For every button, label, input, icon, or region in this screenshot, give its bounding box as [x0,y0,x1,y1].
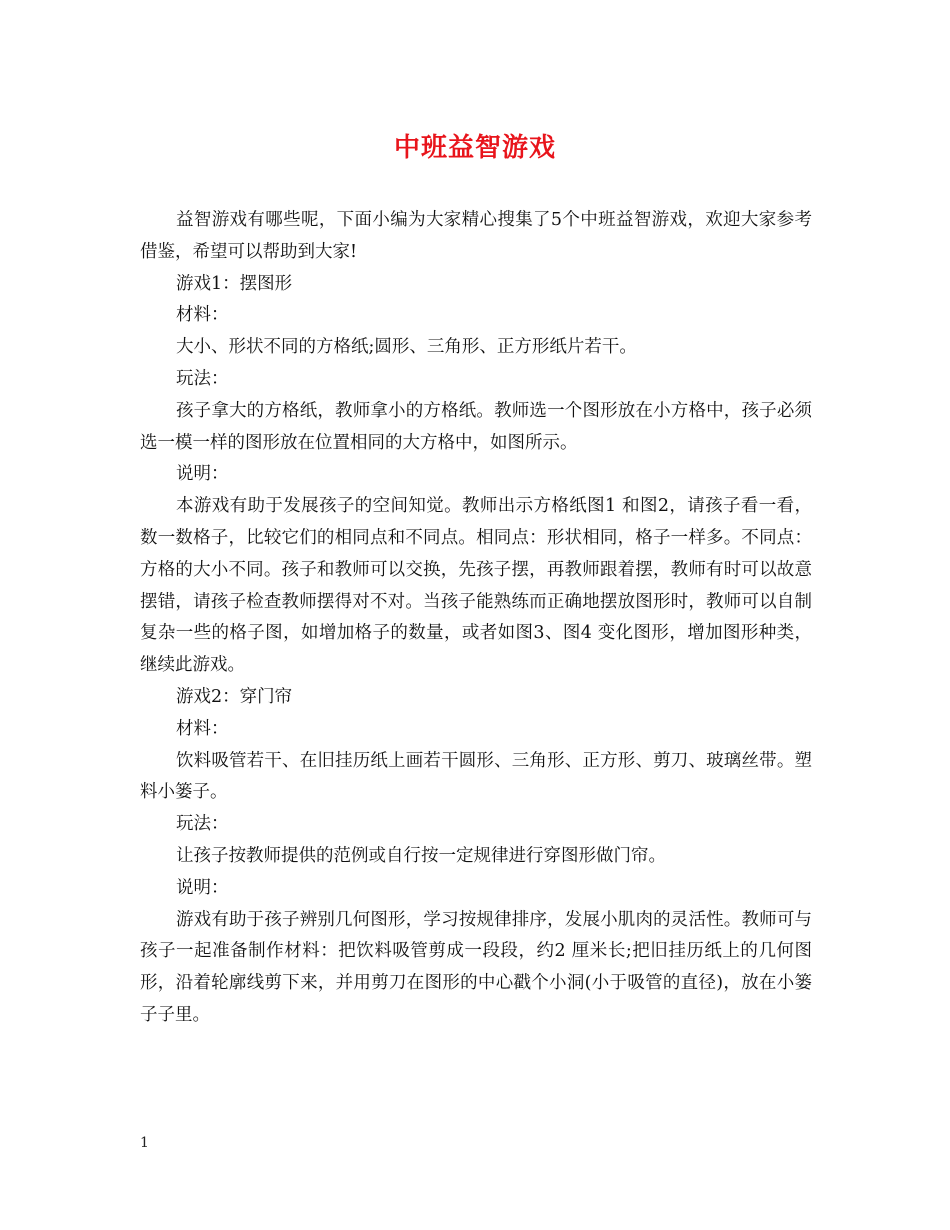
document-body [140,205,812,1032]
game-2-notes-text: 游戏有助于孩子辨别几何图形，学习按规律排序，发展小肌肉的灵活性。教师可与孩子一起准备制作材料：把饮料吸管剪成一段段，约2 厘米长;把旧挂历纸上的几何图形，沿着轮廓线剪下来，并用剪刀在图形的中心戳个小洞(小于吸管的直径)，放在小篓子子里。 [140,909,812,1025]
game-2-materials-text: 饮料吸管若干、在旧挂历纸上画若干圆形、三角形、正方形、剪刀、玻璃丝带。塑料小篓子。 [140,750,812,803]
game-2-heading: 游戏2：穿门帘 [176,686,293,707]
game-1-materials-label: 材料： [176,305,229,326]
game-1-notes-text: 本游戏有助于发展孩子的空间知觉。教师出示方格纸图1 和图2，请孩子看一看，数一数格子，比较它们的相同点和不同点。相同点：形状相同，格子一样多。不同点：方格的大小不同。孩子和教师可以交换，先孩子摆，再教师跟着摆，教师有时可以故意摆错，请孩子检查教师摆得对不对。当孩子能熟练而正确地摆放图形时，教师可以自制复杂一些的格子图，如增加格子的数量，或者如图3、图4 变化图形，增加图形种类，继续此游戏。 [140,496,812,676]
game-1-method-label: 玩法： [176,368,229,389]
game-1-notes-label: 说明： [176,464,229,485]
page-number: 1 [140,1135,149,1151]
document-title: 中班益智游戏 [393,133,556,163]
game-1-materials-text: 大小、形状不同的方格纸;圆形、三角形、正方形纸片若干。 [176,337,637,358]
game-1-method-text: 孩子拿大的方格纸，教师拿小的方格纸。教师选一个图形放在小方格中，孩子必须选一模一样的图形放在位置相同的大方格中，如图所示。 [140,400,812,453]
game-2-method-text: 让孩子按教师提供的范例或自行按一定规律进行穿图形做门帘。 [176,845,666,866]
game-2-notes-label: 说明： [176,877,229,898]
intro-paragraph: 益智游戏有哪些呢，下面小编为大家精心搜集了5个中班益智游戏，欢迎大家参考借鉴，希望可以帮助到大家! [140,210,812,262]
game-2-materials-label: 材料： [176,718,229,739]
game-2-method-label: 玩法： [176,814,229,835]
game-1-heading: 游戏1：摆图形 [176,273,293,294]
